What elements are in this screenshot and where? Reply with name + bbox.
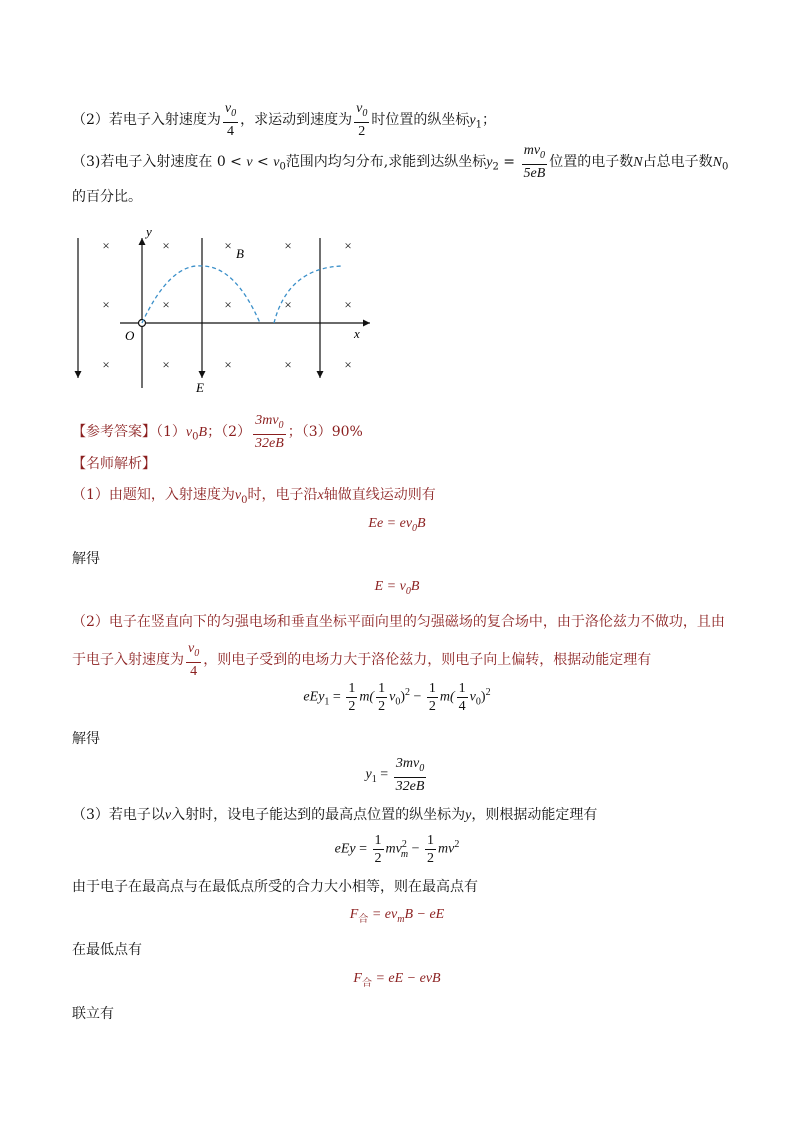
- b-field-cross: ×: [102, 357, 110, 372]
- trajectory-curve: [142, 266, 342, 323]
- analysis-step1: （1）由题知，入射速度为$v_0$时，电子沿x轴做直线运动则有: [72, 487, 436, 506]
- b-field-cross: ×: [102, 297, 110, 312]
- answer-line: 【参考答案】$(1)v_0B$；（2） $\frac{3mv_0}{32eB}$ ；（3）90%: [72, 413, 363, 451]
- b-field-cross: ×: [284, 297, 292, 312]
- equation-5: eEy = $\frac{1}{2}$ $mv^2_m$ − $\frac{1}{2}$ $mv^2$: [334, 833, 460, 866]
- analysis-step3-max: 由于电子在最高点与在最低点所受的合力大小相等，则在最高点有: [72, 879, 478, 895]
- fraction: $\frac{v_0}{4}$: [188, 641, 200, 679]
- fraction: $\frac{1}{2}$: [427, 833, 435, 866]
- question-3: （3)若电子入射速度在 $0 < v < v_0$范围内均匀分布,求能到达纵坐标$y_2$ = $\frac{mv_0}{5eB}$ 位置的电子数N占总电子数$N_0$: [72, 143, 729, 181]
- equation-4: $y_1$ = $\frac{3mv_0}{32eB}$: [365, 756, 425, 794]
- fraction: $\frac{1}{2}$: [374, 833, 382, 866]
- b-field-cross: ×: [102, 238, 110, 253]
- b-field-cross: ×: [344, 297, 352, 312]
- fraction: $\frac{1}{4}$: [458, 681, 466, 714]
- analysis-label: 【名师解析】: [72, 456, 156, 472]
- e-label: E: [196, 380, 204, 395]
- b-field-cross: ×: [162, 297, 170, 312]
- question-3-line2: 的百分比。: [72, 189, 142, 205]
- equation-1: $Ee = ev_0B$: [368, 516, 426, 534]
- analysis-step3: （3）若电子以v入射时，设电子能达到的最高点位置的纵坐标为y，则根据动能定理有: [72, 807, 598, 823]
- b-field-cross: ×: [284, 238, 292, 253]
- fraction: $\frac{3mv_0}{32eB}$: [255, 413, 284, 451]
- equation-3: eEy$_1$ = $\frac{1}{2}$ m( $\frac{1}{2}$ $v_0)^2$ − $\frac{1}{2}$ m( $\frac{1}{4}$ $v_0)^2$: [303, 681, 491, 714]
- analysis-step2-line1: （2）电子在竖直向下的匀强电场和垂直坐标平面向里的匀强磁场的复合场中，由于洛伦兹力不做功，且由: [72, 614, 725, 630]
- field-diagram: [70, 228, 390, 398]
- b-field-cross: ×: [344, 238, 352, 253]
- fraction: $\frac{1}{2}$: [378, 681, 386, 714]
- equation-2: $E = v_0B$: [374, 579, 420, 597]
- question-2: （2）若电子入射速度为 $\frac{v_0}{4}$ ，求运动到速度为 $\frac{v_0}{2}$ 时位置的纵坐标$y_1$；: [72, 101, 496, 139]
- fraction: $\frac{1}{2}$: [428, 681, 436, 714]
- fraction: $\frac{1}{2}$: [348, 681, 356, 714]
- fraction: $\frac{mv_0}{5eB}$: [523, 143, 546, 181]
- b-field-cross: ×: [162, 357, 170, 372]
- analysis-step2-line2: 于电子入射速度为 $\frac{v_0}{4}$ ，则电子受到的电场力大于洛伦兹力，则电子向上偏转，根据动能定理有: [72, 641, 652, 679]
- x-axis-label: x: [354, 326, 360, 341]
- b-field-cross: ×: [284, 357, 292, 372]
- fraction: $\frac{v_0}{4}$: [224, 101, 237, 139]
- b-field-cross: ×: [344, 357, 352, 372]
- b-field-cross: ×: [224, 238, 232, 253]
- b-field-cross: ×: [224, 297, 232, 312]
- solve-label-2: 解得: [72, 731, 100, 747]
- analysis-step3-min: 在最低点有: [72, 942, 142, 958]
- analysis-step3-combine: 联立有: [72, 1006, 114, 1022]
- fraction: $\frac{3mv_0}{32eB}$: [395, 756, 425, 794]
- equation-6: $F_合 = ev_mB$ − eE: [349, 907, 445, 925]
- b-field-cross: ×: [162, 238, 170, 253]
- solve-label-1: 解得: [72, 551, 100, 567]
- b-field-cross: ×: [224, 357, 232, 372]
- b-label: B: [236, 246, 244, 261]
- equation-7: $F_合$ = eE − evB: [353, 971, 441, 989]
- fraction: $\frac{v_0}{2}$: [356, 101, 368, 139]
- origin-label: O: [125, 328, 135, 343]
- y-axis-label: y: [146, 228, 152, 239]
